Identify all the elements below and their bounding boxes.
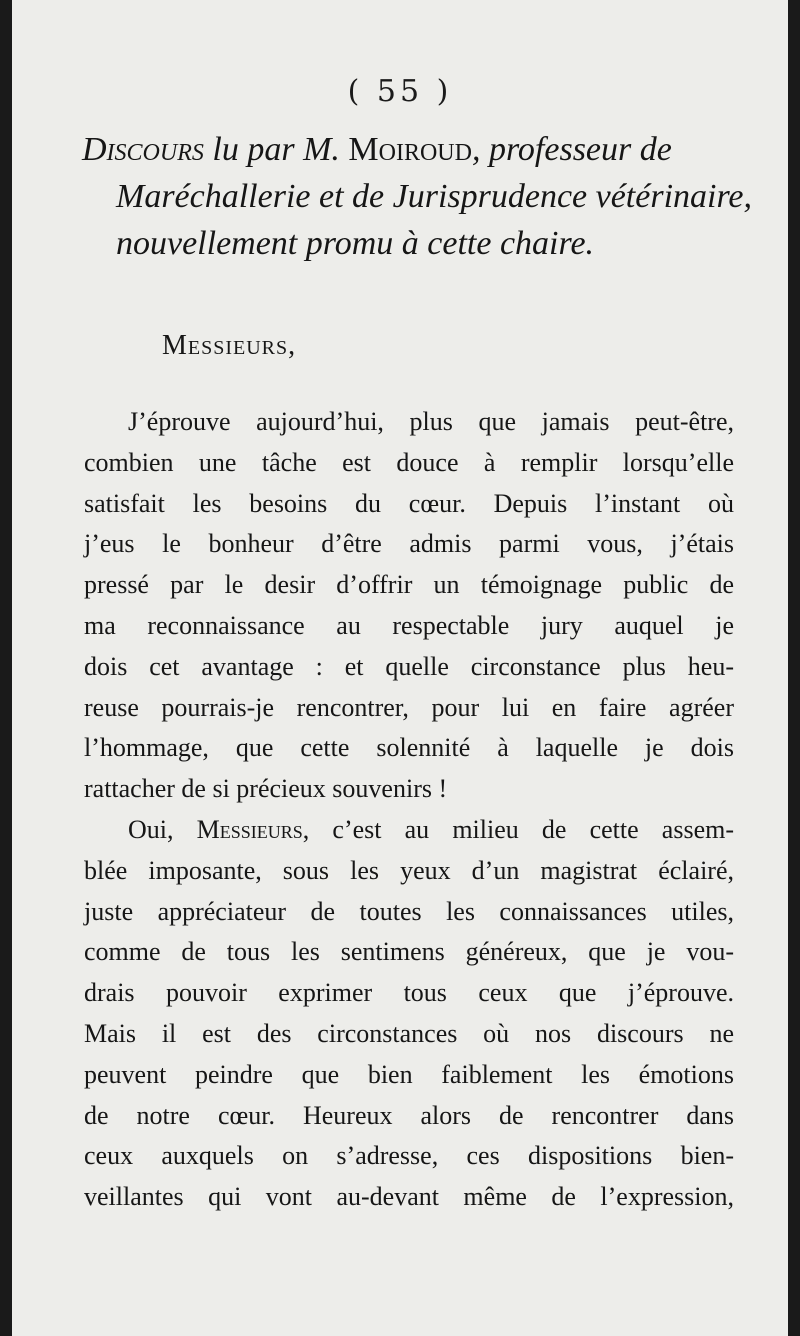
assem-text: , c’est au milieu de cette assem-	[302, 814, 734, 844]
text-line: peuvent peindre que bien faiblement les émotions	[84, 1059, 734, 1089]
text-line: satisfait les besoins du cœur. Depuis l’instant où	[84, 488, 734, 518]
book-page	[12, 0, 788, 1336]
text-line: j’eus le bonheur d’être admis parmi vous, j’étais	[84, 529, 734, 559]
text-line: juste appréciateur de toutes les connaissances utiles,	[84, 896, 734, 926]
title-line-1	[82, 126, 762, 173]
text-line: Mais il est des circonstances où nos discours ne	[84, 1018, 734, 1048]
title-discours: Discours	[82, 131, 204, 168]
text-line: pressé par le desir d’offrir un témoignage public de	[84, 570, 734, 600]
text-line: l’hommage, que cette solennité à laquelle je dois	[84, 733, 734, 763]
text-line: de notre cœur. Heureux alors de rencontrer dans	[84, 1100, 734, 1130]
discourse-title	[82, 126, 762, 267]
body-text	[84, 402, 734, 1218]
title-author-name: Moiroud	[348, 131, 472, 168]
text-line: ma reconnaissance au respectable jury auquel je	[84, 610, 734, 640]
text-line: blée imposante, sous les yeux d’un magistrat éclairé,	[84, 855, 734, 885]
text-line: veillantes qui vont au-devant même de l’expression,	[84, 1182, 734, 1212]
text-line	[84, 810, 734, 851]
text-line: comme de tous les sentimens généreux, que je vou-	[84, 937, 734, 967]
page-number: ( 55 )	[347, 74, 453, 109]
oui-text: Oui,	[128, 814, 197, 844]
salutation: Messieurs,	[162, 330, 297, 361]
text-line: ceux auxquels on s’adresse, ces dispositions bien-	[84, 1141, 734, 1171]
messieurs-inline: Messieurs	[196, 814, 303, 844]
text-line: drais pouvoir exprimer tous ceux que j’éprouve.	[84, 978, 734, 1008]
title-lu-par: lu par M.	[203, 131, 349, 168]
text-line: combien une tâche est douce à remplir lorsqu’elle	[84, 447, 734, 477]
text-line: J’éprouve aujourd’hui, plus que jamais peut-être,	[128, 407, 734, 436]
text-line: rattacher de si précieux souvenirs !	[84, 774, 448, 804]
title-professeur: , professeur de	[471, 131, 672, 168]
text-line: reuse pourrais-je rencontrer, pour lui en faire agréer	[84, 692, 734, 722]
title-line-3: nouvellement promu à cette chaire.	[116, 225, 595, 262]
text-line: dois cet avantage : et quelle circonstance plus heu-	[84, 651, 734, 681]
title-line-2: Maréchallerie et de Jurisprudence vétérinaire,	[116, 178, 753, 215]
